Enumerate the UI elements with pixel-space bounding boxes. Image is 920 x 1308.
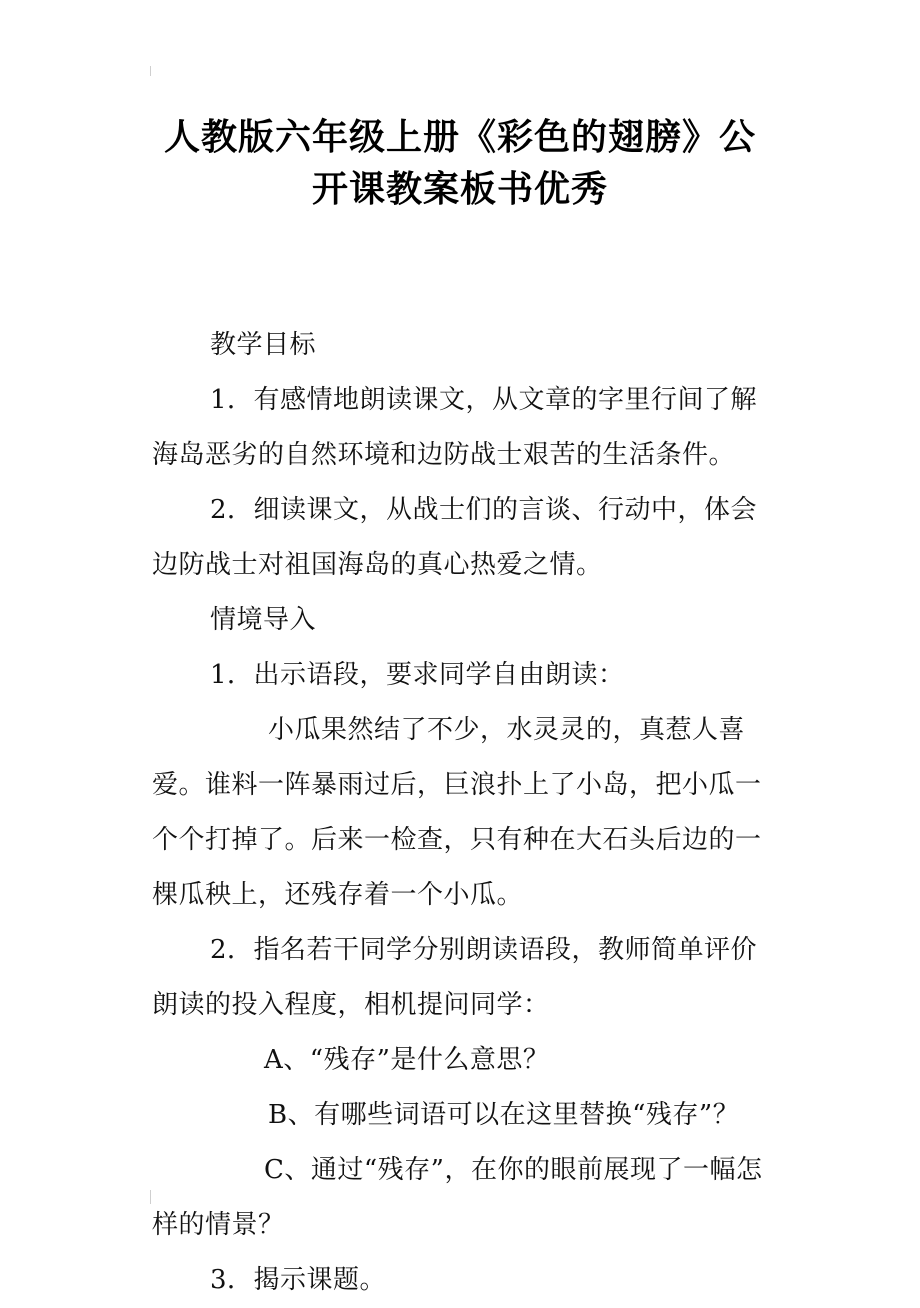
intro-step-1: 1．出示语段，要求同学自由朗读： <box>210 660 625 690</box>
title-line-1: 人教版六年级上册《彩色的翅膀》公 <box>163 117 756 158</box>
heading-teaching-goals: 教学目标 <box>210 330 317 360</box>
document-title <box>150 112 770 216</box>
crop-mark-top <box>150 66 157 76</box>
goal-item-1: 1．有感情地朗读课文，从文章的字里行间了解海岛恶劣的自然环境和边防战士艰苦的生活条件。 <box>152 385 758 470</box>
intro-step-2: 2．指名若干同学分别朗读语段，教师简单评价朗读的投入程度，相机提问同学： <box>152 935 758 1020</box>
intro-step-3: 3．揭示课题。 <box>210 1265 387 1295</box>
title-line-2: 开课教案板书优秀 <box>311 169 608 210</box>
heading-scenario-intro: 情境导入 <box>210 605 317 635</box>
question-b: B、有哪些词语可以在这里替换“残存”？ <box>268 1100 740 1130</box>
quoted-passage: 小瓜果然结了不少，水灵灵的，真惹人喜爱。谁料一阵暴雨过后，巨浪扑上了小岛，把小瓜一个个打掉了。后来一检查，只有种在大石头后边的一棵瓜秧上，还残存着一个小瓜。 <box>152 715 762 910</box>
document-body <box>152 318 777 1308</box>
question-c: C、通过“残存”，在你的眼前展现了一幅怎样的情景？ <box>152 1155 763 1240</box>
question-a: A、“残存”是什么意思？ <box>264 1045 550 1075</box>
goal-item-2: 2．细读课文，从战士们的言谈、行动中，体会边防战士对祖国海岛的真心热爱之情。 <box>152 495 758 580</box>
